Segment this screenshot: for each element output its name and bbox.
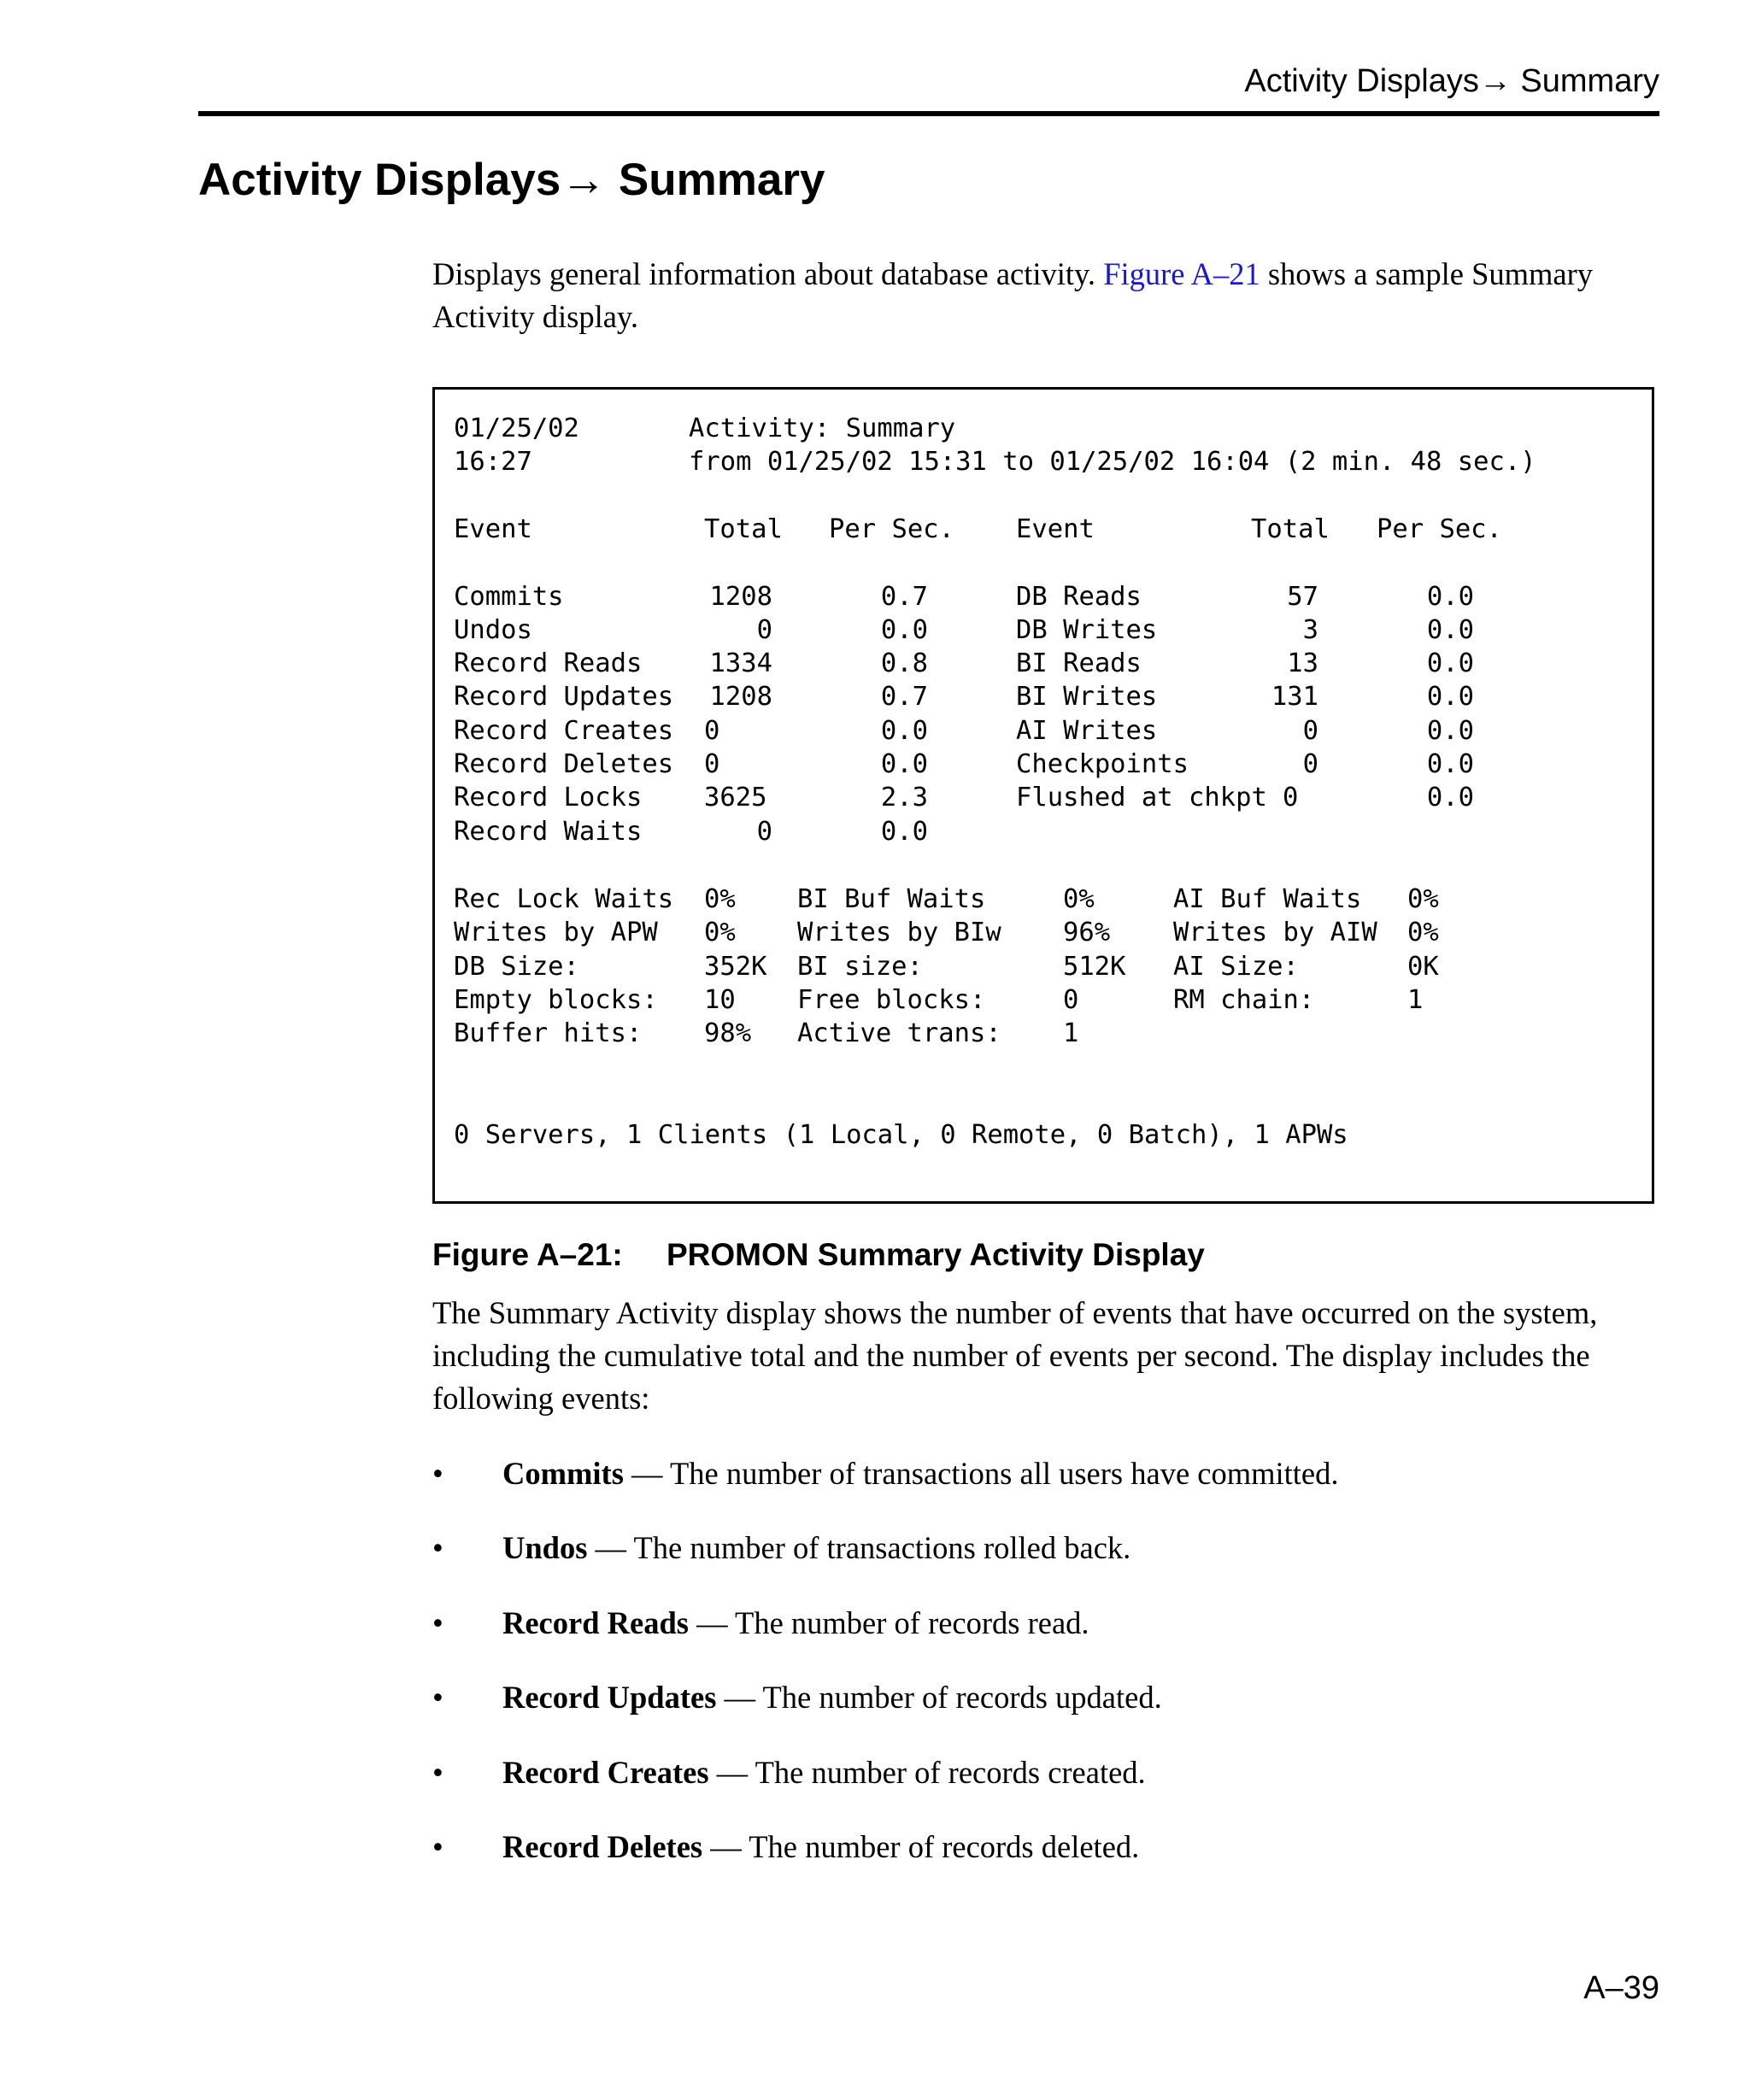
- stat-label: Writes by BIw: [797, 918, 1001, 947]
- bullet-term: Record Reads: [502, 1604, 689, 1640]
- screen-range: from 01/25/02 15:31 to 01/25/02 16:04 (2 min. 48 sec.): [689, 447, 1536, 477]
- event-label: Flushed at chkpt: [1016, 783, 1267, 812]
- event-label: AI Writes: [1016, 716, 1158, 746]
- stat-value: 0%: [1407, 918, 1439, 947]
- event-bullet-list: [432, 1452, 1659, 1900]
- stat-value: 96%: [1063, 918, 1111, 947]
- section-title-main: Activity Displays: [198, 155, 561, 205]
- list-item: [432, 1452, 1659, 1527]
- intro-paragraph: [432, 253, 1659, 338]
- bullet-icon: •: [432, 1754, 443, 1790]
- event-per-sec: 0.0: [1426, 682, 1474, 712]
- stat-label: Writes by AIW: [1173, 918, 1377, 947]
- stat-value: 0%: [1407, 884, 1439, 914]
- stat-value: 0: [1063, 985, 1079, 1015]
- bullet-text: — The number of transactions rolled back.: [587, 1530, 1131, 1566]
- bullet-text: — The number of records updated.: [716, 1680, 1162, 1716]
- event-per-sec: 0.0: [880, 716, 928, 746]
- stat-value: 0K: [1407, 952, 1439, 982]
- screen-footer: 0 Servers, 1 Clients (1 Local, 0 Remote, 0 Batch), 1 APWs: [454, 1120, 1348, 1150]
- stat-label: BI size:: [797, 952, 923, 982]
- event-per-sec: 0.0: [1426, 582, 1474, 612]
- screen-title: Activity: Summary: [689, 414, 956, 443]
- stat-label: DB Size:: [454, 952, 579, 982]
- event-total: 0: [1283, 783, 1299, 812]
- figure-title: PROMON Summary Activity Display: [667, 1237, 1205, 1272]
- event-label: Commits: [454, 582, 564, 612]
- event-label: BI Reads: [1016, 648, 1142, 678]
- stat-value: 98%: [704, 1018, 752, 1048]
- bullet-icon: •: [432, 1828, 443, 1864]
- stat-label: Writes by APW: [454, 918, 658, 947]
- bullet-term: Undos: [502, 1530, 588, 1566]
- event-per-sec: 0.0: [1426, 749, 1474, 779]
- header-total-left: Total: [704, 514, 783, 544]
- bullet-term: Record Updates: [502, 1680, 717, 1716]
- stat-value: 352K: [704, 952, 767, 982]
- event-label: Record Updates: [454, 682, 674, 712]
- event-per-sec: 0.0: [880, 749, 928, 779]
- event-total: 3625: [704, 783, 767, 812]
- event-per-sec: 0.0: [1426, 615, 1474, 645]
- event-per-sec: 2.3: [880, 783, 928, 812]
- header-per-sec-left: Per Sec.: [829, 514, 954, 544]
- bullet-text: — The number of records read.: [688, 1604, 1089, 1640]
- event-total: 0: [756, 615, 772, 645]
- event-total: 13: [1287, 648, 1318, 678]
- header-per-sec-right: Per Sec.: [1377, 514, 1502, 544]
- bullet-icon: •: [432, 1456, 443, 1491]
- figure-caption: [432, 1239, 1205, 1270]
- section-title-sub: Summary: [606, 155, 825, 205]
- event-total: 131: [1271, 682, 1318, 712]
- arrow-icon: →: [561, 155, 607, 205]
- stat-label: Active trans:: [797, 1018, 1001, 1048]
- bullet-text: — The number of records deleted.: [702, 1828, 1140, 1864]
- event-label: Record Reads: [454, 648, 643, 678]
- stat-label: AI Buf Waits: [1173, 884, 1362, 914]
- bullet-icon: •: [432, 1680, 443, 1716]
- intro-text-before: Displays general information about database activity.: [432, 256, 1104, 291]
- event-total: 0: [704, 716, 720, 746]
- event-per-sec: 0.7: [880, 582, 928, 612]
- event-label: DB Reads: [1016, 582, 1142, 612]
- list-item: [432, 1602, 1659, 1676]
- bullet-term: Record Deletes: [502, 1828, 703, 1864]
- event-label: Record Locks: [454, 783, 643, 812]
- event-per-sec: 0.0: [1426, 783, 1474, 812]
- event-total: 3: [1302, 615, 1318, 645]
- event-total: 0: [704, 749, 720, 779]
- event-label: BI Writes: [1016, 682, 1158, 712]
- page-number: A–39: [1583, 1970, 1659, 2006]
- running-header: Activity Displays→ Summary: [1244, 63, 1659, 99]
- stat-value: 1: [1407, 985, 1424, 1015]
- event-per-sec: 0.0: [880, 817, 928, 847]
- event-total: 0: [1302, 749, 1318, 779]
- list-item: [432, 1676, 1659, 1751]
- stat-label: RM chain:: [1173, 985, 1315, 1015]
- description-paragraph: The Summary Activity display shows the number of events that have occurred on the system, including the cumulative total and the number of events per second. The display includes the following events:: [432, 1295, 1598, 1416]
- stat-label: Buffer hits:: [454, 1018, 643, 1048]
- event-total: 0: [756, 817, 772, 847]
- header-total-right: Total: [1251, 514, 1330, 544]
- event-label: Record Creates: [454, 716, 674, 746]
- list-item: [432, 1826, 1659, 1900]
- stat-label: Empty blocks:: [454, 985, 658, 1015]
- figure-label: Figure A–21:: [432, 1237, 623, 1272]
- event-total: 1334: [709, 648, 772, 678]
- promon-screen: [432, 387, 1654, 1204]
- event-total: 57: [1287, 582, 1318, 612]
- event-per-sec: 0.8: [880, 648, 928, 678]
- event-label: Record Waits: [454, 817, 643, 847]
- header-rule: [198, 111, 1659, 116]
- stat-value: 512K: [1063, 952, 1126, 982]
- event-label: Undos: [454, 615, 532, 645]
- stat-value: 0%: [704, 918, 736, 947]
- header-event-left: Event: [454, 514, 532, 544]
- stat-value: 1: [1063, 1018, 1079, 1048]
- list-item: [432, 1751, 1659, 1826]
- event-label: DB Writes: [1016, 615, 1158, 645]
- list-item: [432, 1527, 1659, 1601]
- event-total: 1208: [709, 682, 772, 712]
- event-per-sec: 0.0: [1426, 648, 1474, 678]
- event-total: 0: [1302, 716, 1318, 746]
- stat-value: 0%: [704, 884, 736, 914]
- bullet-term: Record Creates: [502, 1754, 709, 1790]
- event-total: 1208: [709, 582, 772, 612]
- bullet-term: Commits: [502, 1456, 624, 1491]
- stat-label: AI Size:: [1173, 952, 1299, 982]
- section-title: [198, 155, 825, 205]
- bullet-icon: •: [432, 1530, 443, 1566]
- stat-label: BI Buf Waits: [797, 884, 986, 914]
- stat-label: Free blocks:: [797, 985, 986, 1015]
- stat-value: 10: [704, 985, 736, 1015]
- figure-link[interactable]: Figure A–21: [1103, 256, 1260, 291]
- screen-date: 01/25/02: [454, 414, 579, 443]
- event-per-sec: 0.7: [880, 682, 928, 712]
- event-label: Record Deletes: [454, 749, 674, 779]
- bullet-text: — The number of records created.: [708, 1754, 1146, 1790]
- event-per-sec: 0.0: [1426, 716, 1474, 746]
- bullet-text: — The number of transactions all users have committed.: [623, 1456, 1339, 1491]
- stat-label: Rec Lock Waits: [454, 884, 674, 914]
- intro-text-after: shows a sample Summary Activity display.: [432, 256, 1594, 334]
- event-label: Checkpoints: [1016, 749, 1189, 779]
- bullet-icon: •: [432, 1604, 443, 1640]
- header-event-right: Event: [1016, 514, 1095, 544]
- event-per-sec: 0.0: [880, 615, 928, 645]
- stat-value: 0%: [1063, 884, 1095, 914]
- screen-time: 16:27: [454, 447, 532, 477]
